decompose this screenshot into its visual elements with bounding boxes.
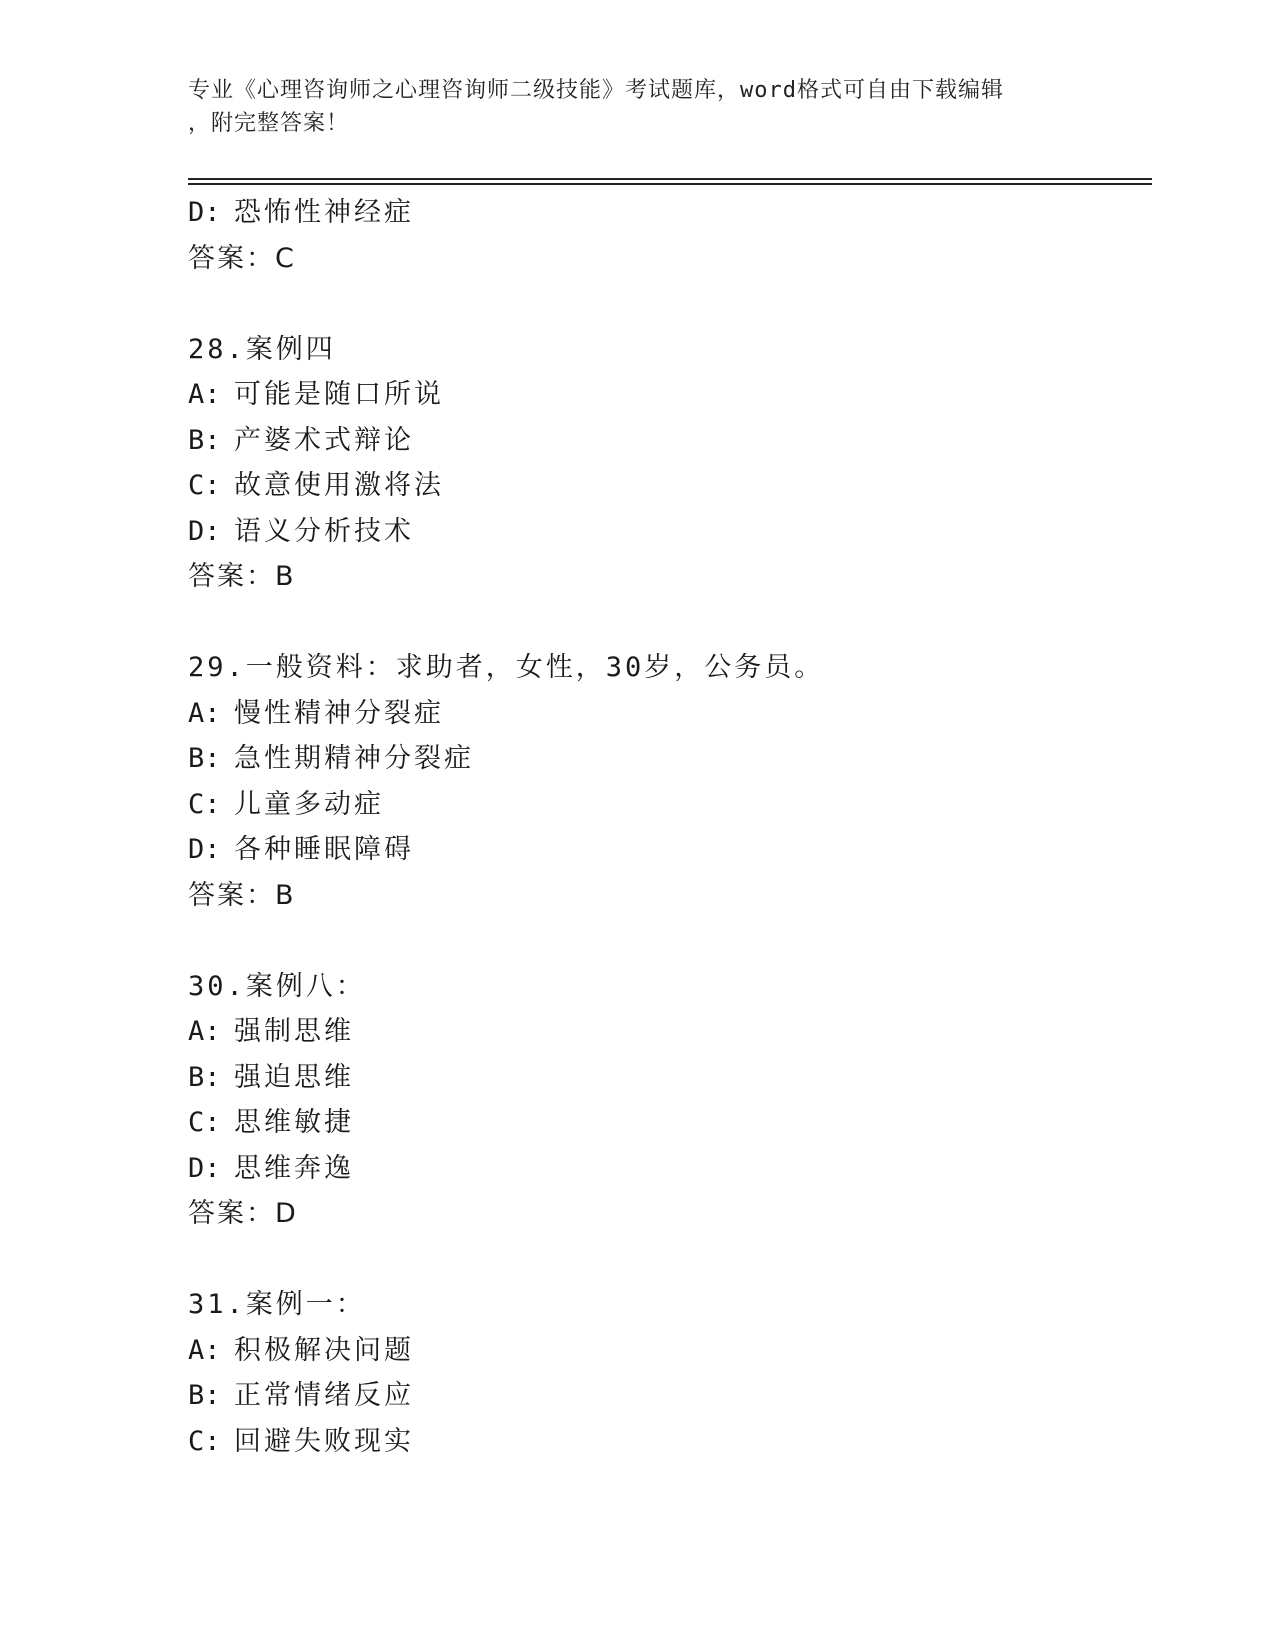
option-text: 故意使用激将法 <box>234 470 444 501</box>
header-title-continuation: ，附完整答案！ <box>188 111 350 136</box>
question-title: 30.案例八： <box>188 970 366 1002</box>
option-text: 强迫思维 <box>234 1061 354 1093</box>
question-title: 31.案例一： <box>188 1289 366 1320</box>
option-letter: A: <box>188 1016 221 1047</box>
header-title-line: 专业《心理咨询师之心理咨询师二级技能》考试题库，word格式可自由下载编辑 <box>188 78 1004 103</box>
option-letter: C: <box>188 1425 221 1457</box>
option-text: 儿童多动症 <box>234 788 384 820</box>
option-item <box>188 691 1148 737</box>
document-header <box>188 74 1088 140</box>
option-text: 语义分析技术 <box>234 515 414 547</box>
option-letter: C: <box>188 470 221 501</box>
option-item <box>188 418 1148 464</box>
option-item <box>188 1328 1148 1374</box>
option-text: 思维敏捷 <box>234 1107 354 1138</box>
option-letter: B: <box>188 1380 221 1411</box>
option-item <box>188 1146 1148 1192</box>
question-title: 29.一般资料：求助者，女性，30岁，公务员。 <box>188 652 825 683</box>
question-title: 28.案例四 <box>188 333 336 365</box>
question-spacer <box>188 918 1148 964</box>
answer-line: 答案：B <box>188 879 296 911</box>
option-letter: B: <box>188 743 221 774</box>
answer-line: 答案：D <box>188 1198 298 1229</box>
option-letter: B: <box>188 1061 221 1093</box>
option-letter: B: <box>188 424 221 456</box>
option-letter: D: <box>188 834 221 865</box>
option-text: 各种睡眠障碍 <box>234 834 414 865</box>
option-letter: A: <box>188 1334 221 1366</box>
option-text: 正常情绪反应 <box>234 1380 414 1411</box>
header-divider-top <box>188 178 1152 180</box>
option-letter: D: <box>188 197 221 228</box>
option-item <box>188 1055 1148 1101</box>
option-item <box>188 1373 1148 1419</box>
answer-line: 答案：C <box>188 242 296 274</box>
option-letter: C: <box>188 1107 221 1138</box>
header-divider-bottom <box>188 183 1152 185</box>
option-text: 慢性精神分裂症 <box>234 697 444 729</box>
option-text: 可能是随口所说 <box>234 379 444 410</box>
option-item <box>188 1419 1148 1465</box>
question-spacer <box>188 600 1148 646</box>
option-item <box>188 190 1148 236</box>
option-item <box>188 463 1148 509</box>
option-item <box>188 1100 1148 1146</box>
option-text: 产婆术式辩论 <box>234 424 414 456</box>
option-text: 强制思维 <box>234 1016 354 1047</box>
option-item <box>188 1009 1148 1055</box>
option-letter: A: <box>188 697 221 729</box>
option-text: 思维奔逸 <box>234 1152 354 1184</box>
option-item <box>188 782 1148 828</box>
question-list <box>188 190 1148 1464</box>
option-item <box>188 827 1148 873</box>
option-letter: A: <box>188 379 221 410</box>
option-text: 恐怖性神经症 <box>234 197 414 228</box>
option-text: 急性期精神分裂症 <box>234 743 474 774</box>
answer-line: 答案：B <box>188 561 296 592</box>
option-letter: C: <box>188 788 221 820</box>
option-item <box>188 736 1148 782</box>
option-letter: D: <box>188 1152 221 1184</box>
option-item <box>188 509 1148 555</box>
option-letter: D: <box>188 515 221 547</box>
question-spacer <box>188 281 1148 327</box>
question-spacer <box>188 1237 1148 1283</box>
option-item <box>188 372 1148 418</box>
option-text: 回避失败现实 <box>234 1425 414 1457</box>
option-text: 积极解决问题 <box>234 1334 414 1366</box>
